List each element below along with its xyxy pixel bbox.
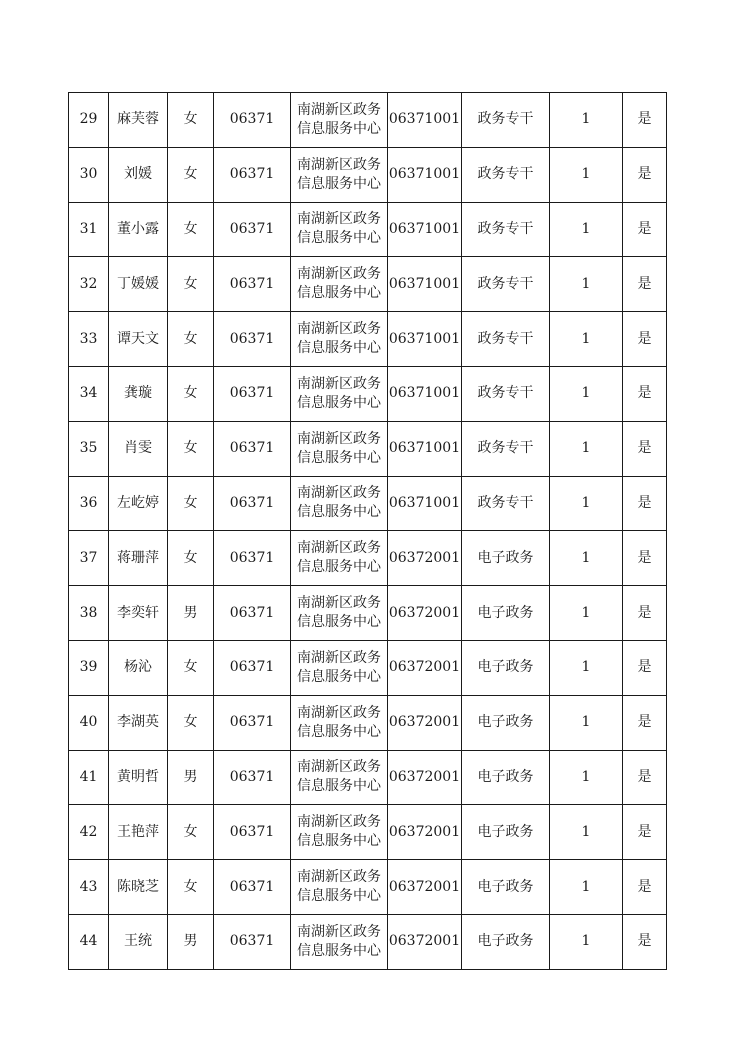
- cell-gender: 女: [168, 640, 214, 695]
- cell-unit: [291, 695, 388, 750]
- cell-gender: 女: [168, 805, 214, 860]
- cell-position-code: 06372001: [388, 750, 462, 805]
- cell-position-code: 06371001: [388, 476, 462, 531]
- cell-position-code: 06372001: [388, 640, 462, 695]
- cell-seq: 34: [69, 366, 109, 421]
- cell-name: 蒋珊萍: [109, 531, 168, 586]
- cell-flag: 是: [623, 805, 667, 860]
- cell-flag: 是: [623, 695, 667, 750]
- table-row: [69, 586, 667, 641]
- table-row: [69, 93, 667, 148]
- cell-seq: 37: [69, 531, 109, 586]
- cell-flag: 是: [623, 257, 667, 312]
- cell-position: 政务专干: [462, 147, 550, 202]
- cell-flag: 是: [623, 531, 667, 586]
- cell-name: 杨沁: [109, 640, 168, 695]
- cell-unit: [291, 914, 388, 969]
- cell-name: 陈晓芝: [109, 860, 168, 915]
- cell-dept-code: 06371: [214, 586, 291, 641]
- cell-count: 1: [550, 147, 623, 202]
- unit-text: 南湖新区政务信息服务中心: [297, 430, 381, 466]
- cell-dept-code: 06371: [214, 640, 291, 695]
- cell-flag: 是: [623, 93, 667, 148]
- cell-unit: [291, 750, 388, 805]
- cell-unit: [291, 531, 388, 586]
- table-row: [69, 476, 667, 531]
- cell-dept-code: 06371: [214, 531, 291, 586]
- table-row: [69, 914, 667, 969]
- cell-position-code: 06371001: [388, 421, 462, 476]
- cell-name: 丁媛媛: [109, 257, 168, 312]
- cell-unit: [291, 312, 388, 367]
- roster-table-body: [69, 93, 667, 970]
- cell-name: 王艳萍: [109, 805, 168, 860]
- cell-count: 1: [550, 695, 623, 750]
- cell-flag: 是: [623, 202, 667, 257]
- cell-count: 1: [550, 312, 623, 367]
- cell-count: 1: [550, 586, 623, 641]
- cell-name: 王统: [109, 914, 168, 969]
- cell-position-code: 06372001: [388, 531, 462, 586]
- cell-position: 政务专干: [462, 312, 550, 367]
- cell-unit: [291, 257, 388, 312]
- table-row: [69, 421, 667, 476]
- cell-position-code: 06372001: [388, 860, 462, 915]
- cell-unit: [291, 805, 388, 860]
- cell-gender: 男: [168, 586, 214, 641]
- cell-name: 李奕轩: [109, 586, 168, 641]
- cell-position: 电子政务: [462, 586, 550, 641]
- roster-table: [68, 92, 667, 970]
- cell-count: 1: [550, 202, 623, 257]
- cell-position: 政务专干: [462, 366, 550, 421]
- cell-dept-code: 06371: [214, 147, 291, 202]
- cell-count: 1: [550, 93, 623, 148]
- cell-seq: 32: [69, 257, 109, 312]
- cell-unit: [291, 147, 388, 202]
- cell-seq: 36: [69, 476, 109, 531]
- cell-unit: [291, 476, 388, 531]
- cell-name: 李湖英: [109, 695, 168, 750]
- unit-text: 南湖新区政务信息服务中心: [297, 211, 381, 247]
- table-row: [69, 640, 667, 695]
- cell-position: 政务专干: [462, 476, 550, 531]
- unit-text: 南湖新区政务信息服务中心: [297, 485, 381, 521]
- cell-dept-code: 06371: [214, 805, 291, 860]
- cell-seq: 29: [69, 93, 109, 148]
- unit-text: 南湖新区政务信息服务中心: [297, 869, 381, 905]
- cell-seq: 31: [69, 202, 109, 257]
- cell-gender: 女: [168, 257, 214, 312]
- cell-count: 1: [550, 640, 623, 695]
- cell-name: 黄明哲: [109, 750, 168, 805]
- cell-position-code: 06371001: [388, 312, 462, 367]
- cell-name: 谭天文: [109, 312, 168, 367]
- unit-text: 南湖新区政务信息服务中心: [297, 704, 381, 740]
- unit-text: 南湖新区政务信息服务中心: [297, 156, 381, 192]
- cell-count: 1: [550, 805, 623, 860]
- cell-unit: [291, 586, 388, 641]
- cell-dept-code: 06371: [214, 476, 291, 531]
- cell-flag: 是: [623, 476, 667, 531]
- cell-dept-code: 06371: [214, 366, 291, 421]
- cell-flag: 是: [623, 914, 667, 969]
- cell-position: 电子政务: [462, 750, 550, 805]
- cell-count: 1: [550, 366, 623, 421]
- cell-unit: [291, 860, 388, 915]
- cell-position: 政务专干: [462, 421, 550, 476]
- cell-flag: 是: [623, 366, 667, 421]
- cell-unit: [291, 421, 388, 476]
- cell-position-code: 06371001: [388, 93, 462, 148]
- cell-flag: 是: [623, 586, 667, 641]
- cell-name: 肖雯: [109, 421, 168, 476]
- cell-position-code: 06372001: [388, 695, 462, 750]
- cell-position: 电子政务: [462, 640, 550, 695]
- cell-seq: 39: [69, 640, 109, 695]
- cell-seq: 33: [69, 312, 109, 367]
- cell-position: 电子政务: [462, 805, 550, 860]
- cell-position-code: 06372001: [388, 914, 462, 969]
- cell-gender: 男: [168, 750, 214, 805]
- cell-name: 龚璇: [109, 366, 168, 421]
- cell-flag: 是: [623, 147, 667, 202]
- cell-count: 1: [550, 860, 623, 915]
- cell-dept-code: 06371: [214, 914, 291, 969]
- table-row: [69, 695, 667, 750]
- cell-position: 政务专干: [462, 257, 550, 312]
- cell-position-code: 06372001: [388, 805, 462, 860]
- cell-seq: 41: [69, 750, 109, 805]
- unit-text: 南湖新区政务信息服务中心: [297, 814, 381, 850]
- cell-position-code: 06371001: [388, 257, 462, 312]
- cell-unit: [291, 202, 388, 257]
- cell-gender: 女: [168, 860, 214, 915]
- table-row: [69, 366, 667, 421]
- cell-position: 电子政务: [462, 531, 550, 586]
- cell-dept-code: 06371: [214, 93, 291, 148]
- cell-dept-code: 06371: [214, 421, 291, 476]
- cell-gender: 女: [168, 312, 214, 367]
- cell-name: 刘媛: [109, 147, 168, 202]
- table-row: [69, 860, 667, 915]
- table-row: [69, 750, 667, 805]
- unit-text: 南湖新区政务信息服务中心: [297, 759, 381, 795]
- cell-seq: 38: [69, 586, 109, 641]
- table-row: [69, 312, 667, 367]
- cell-flag: 是: [623, 421, 667, 476]
- unit-text: 南湖新区政务信息服务中心: [297, 101, 381, 137]
- cell-position: 政务专干: [462, 202, 550, 257]
- cell-position-code: 06371001: [388, 147, 462, 202]
- cell-count: 1: [550, 421, 623, 476]
- cell-seq: 43: [69, 860, 109, 915]
- table-row: [69, 202, 667, 257]
- unit-text: 南湖新区政务信息服务中心: [297, 649, 381, 685]
- cell-seq: 35: [69, 421, 109, 476]
- cell-dept-code: 06371: [214, 257, 291, 312]
- cell-count: 1: [550, 914, 623, 969]
- cell-name: 董小露: [109, 202, 168, 257]
- unit-text: 南湖新区政务信息服务中心: [297, 266, 381, 302]
- cell-seq: 44: [69, 914, 109, 969]
- cell-flag: 是: [623, 640, 667, 695]
- cell-seq: 30: [69, 147, 109, 202]
- cell-unit: [291, 93, 388, 148]
- unit-text: 南湖新区政务信息服务中心: [297, 321, 381, 357]
- cell-gender: 女: [168, 421, 214, 476]
- cell-gender: 女: [168, 147, 214, 202]
- cell-gender: 女: [168, 366, 214, 421]
- cell-flag: 是: [623, 312, 667, 367]
- table-row: [69, 805, 667, 860]
- cell-position: 政务专干: [462, 93, 550, 148]
- cell-position: 电子政务: [462, 695, 550, 750]
- cell-gender: 女: [168, 476, 214, 531]
- table-row: [69, 257, 667, 312]
- cell-flag: 是: [623, 860, 667, 915]
- cell-dept-code: 06371: [214, 312, 291, 367]
- cell-dept-code: 06371: [214, 860, 291, 915]
- cell-flag: 是: [623, 750, 667, 805]
- cell-seq: 40: [69, 695, 109, 750]
- cell-position-code: 06371001: [388, 366, 462, 421]
- cell-dept-code: 06371: [214, 695, 291, 750]
- cell-gender: 女: [168, 202, 214, 257]
- cell-seq: 42: [69, 805, 109, 860]
- cell-position: 电子政务: [462, 860, 550, 915]
- cell-position: 电子政务: [462, 914, 550, 969]
- cell-gender: 男: [168, 914, 214, 969]
- cell-dept-code: 06371: [214, 202, 291, 257]
- unit-text: 南湖新区政务信息服务中心: [297, 923, 381, 959]
- cell-gender: 女: [168, 93, 214, 148]
- unit-text: 南湖新区政务信息服务中心: [297, 595, 381, 631]
- cell-count: 1: [550, 476, 623, 531]
- cell-position-code: 06372001: [388, 586, 462, 641]
- unit-text: 南湖新区政务信息服务中心: [297, 375, 381, 411]
- cell-unit: [291, 366, 388, 421]
- unit-text: 南湖新区政务信息服务中心: [297, 540, 381, 576]
- cell-name: 左屹婷: [109, 476, 168, 531]
- cell-position-code: 06371001: [388, 202, 462, 257]
- table-row: [69, 147, 667, 202]
- cell-gender: 女: [168, 531, 214, 586]
- cell-gender: 女: [168, 695, 214, 750]
- cell-unit: [291, 640, 388, 695]
- cell-count: 1: [550, 531, 623, 586]
- cell-name: 麻芙蓉: [109, 93, 168, 148]
- cell-count: 1: [550, 750, 623, 805]
- cell-dept-code: 06371: [214, 750, 291, 805]
- table-row: [69, 531, 667, 586]
- cell-count: 1: [550, 257, 623, 312]
